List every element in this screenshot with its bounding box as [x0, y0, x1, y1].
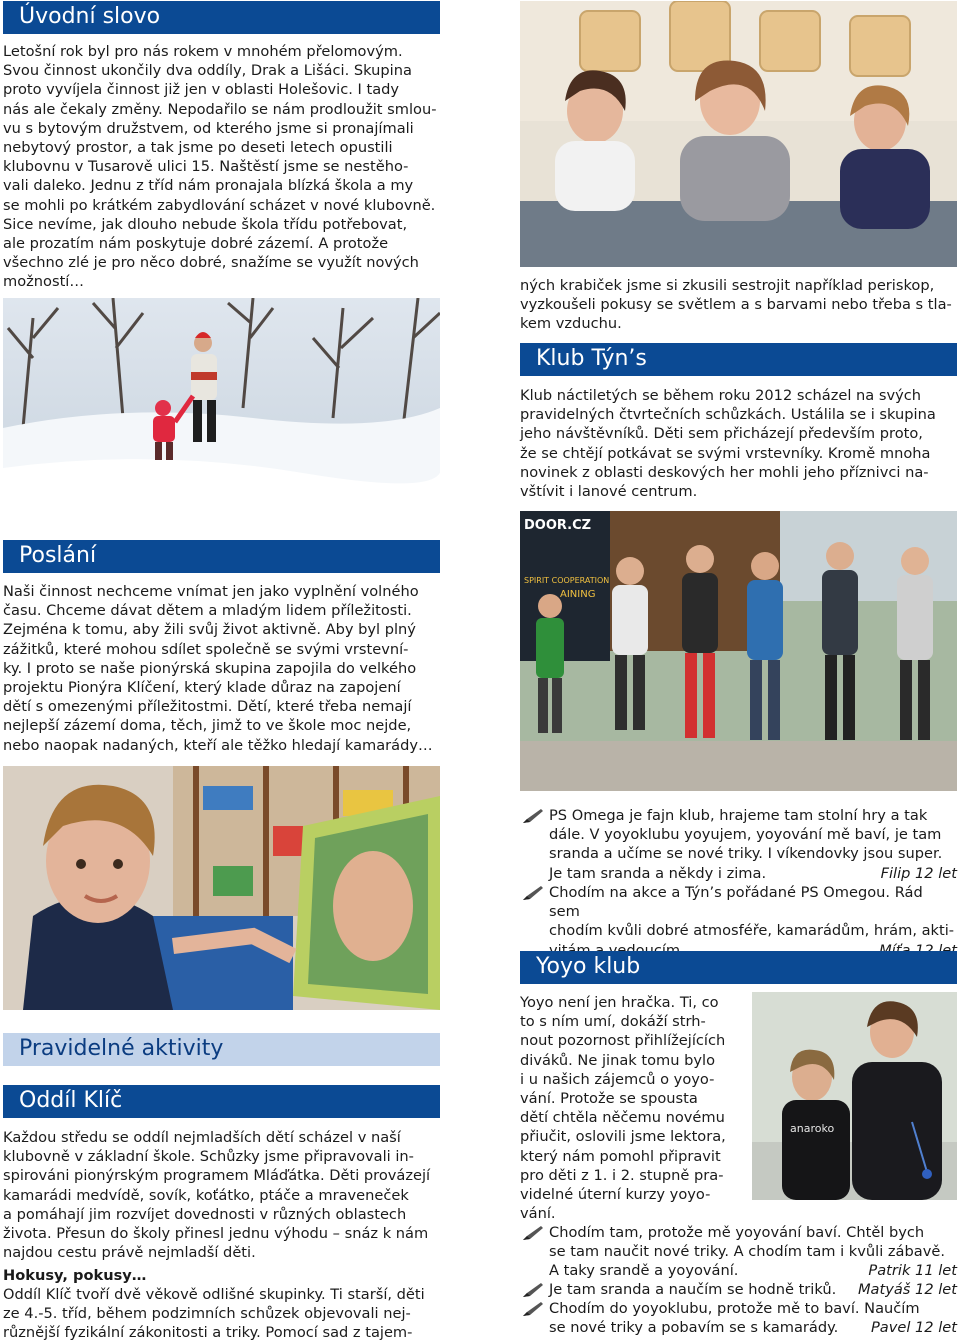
quote-author: Pavel 12 let: [870, 1319, 957, 1337]
yoyo-text: Yoyo není jen hračka. Ti, co to s ním umí, dokáží strh- nout pozornost přihlížejících diváků. Ne jinak tomu bylo i u našich zájemců o yoyo- vání. Protože se spousta dětí chtěla něčemu novému přiučit, oslovili jsme lektora, který nám pomohl připravit pro děti z 1. i 2. stupně pra- videlné úterní kurzy yoyo- vání.: [520, 994, 726, 1223]
photo-winter-walk: [3, 298, 440, 515]
pen-icon: [521, 1281, 545, 1299]
quote-text: Je tam sranda a naučím se hodně triků.: [549, 1281, 837, 1298]
heading-mission: Poslání: [3, 540, 440, 573]
mission-text: Naši činnost nechceme vnímat jen jako vyplnění volného času. Chceme dávat dětem a mladým lidem příležitosti. Zejména k tomu, aby žili svůj život aktivně. Aby byl plný zážitků, které mohou sdílet společně se svými vrstevní- ky. I proto se naše pionýrská skupina zapojila do velkého projektu Pionýra Klíčení, který klade důraz na zapojení dětí s omezenými příležitostmi. Dětí, které třeba nemají nejlepší zázemí doma, těch, jimž to ve škole moc nejde, nebo naopak nadaných, kteří ale těžko hledají kamarády…: [3, 583, 433, 754]
quote-text: Chodím na akce a Týn’s pořádané PS Omegou. Rád sem chodím kvůli dobré atmosféře, kamarádům, hrám, akti-: [549, 884, 955, 940]
klic-text: Každou středu se oddíl nejmladších dětí scházel v naší klubovně v základní škole. Schůzky jsme připravovali in- spirováni pionýrským programem Mláďátka. Děti provázejí kamarádi medvídě, sovík, koťátko, ptáče a mraveneček a pomáhají jim rozvíjet dovednosti v různých oblastech života. Přesun do školy přinesl jednu výhodu – snáz k nám najdou cestu právě nejmladší děti.: [3, 1129, 431, 1262]
quote-text: Chodím tam, protože mě yoyování baví. Chtěl bych se tam naučit nové triky. A chodím tam i kvůli zábavě. A taky srandě a yoyování.: [549, 1224, 945, 1280]
heading-yoyo: Yoyo klub: [520, 951, 957, 984]
heading-regular-activities: Pravidelné aktivity: [3, 1033, 440, 1066]
quote-author: Matyáš 12 let: [857, 1281, 957, 1298]
pen-icon: [521, 1224, 545, 1242]
quote-pavel: [549, 1299, 957, 1337]
quote-patrik: [549, 1223, 957, 1281]
quote-author: Filip 12 let: [880, 864, 957, 882]
quote-mita: [549, 883, 957, 960]
sign-text-2: SPIRIT COOPERATION: [524, 576, 610, 585]
quote-text: PS Omega je fajn klub, hrajeme tam stolní hry a tak dále. V yoyoklubu yoyujem, yoyování mě baví, je tam sranda a učíme se nové triky. I víkendovky jsou super. Je tam sranda a někdy i zima.: [549, 807, 943, 882]
sign-text-3: AINING: [560, 589, 596, 600]
quote-matyas: [549, 1280, 957, 1299]
intro-text: Letošní rok byl pro nás rokem v mnohém přelomovým. Svou činnost ukončily dva oddíly, Drak a Lišáci. Skupina proto vyvíjela činnost již jen v oblasti Holešovic. I tady nás ale čekaly změny. Nepodařilo se nám prodloužit smlou- vu s bytovým družstvem, od kterého jsme si pronajímali nebytový prostor, a tak jsme po deseti letech opustili klubovnu v Tusarově ulici 15. Naštěstí jsme se nestěho- vali daleko. Jednu z tříd nám pronajala blízká škola a my se mohli po krátkém zabydlování scházet v nové klubovně. Sice nevíme, jak dlouho nebude škola třídu potřebovat, ale prozatím nám poskytuje dobré zázemí. A protože všechno zlé je pro něco dobré, snažíme se využít nových možností…: [3, 43, 437, 291]
svg-text:anaroko: anaroko: [790, 1122, 835, 1135]
photo-girls-sitting: [520, 1, 957, 267]
pen-icon: [521, 884, 545, 902]
pen-icon: [521, 807, 545, 825]
klic-subtitle: Hokusy, pokusy…: [3, 1267, 147, 1284]
quote-filip: [549, 806, 957, 883]
quote-author: Patrik 11 let: [868, 1262, 957, 1280]
photo-boy-with-book: [3, 766, 440, 1010]
heading-klic: Oddíl Klíč: [3, 1085, 440, 1118]
sign-text-1: DOOR.CZ: [524, 518, 592, 533]
photo-yoyo-boys: [752, 992, 957, 1200]
heading-tyns: Klub Týn’s: [520, 343, 957, 376]
klic-continuation-text: ných krabiček jsme si zkusili sestrojit například periskop, vyzkoušeli pokusy se světlem a s barvami nebo třeba s tla- kem vzduchu.: [520, 277, 952, 333]
tyns-text: Klub náctiletých se během roku 2012 scházel na svých pravidelných čtvrtečních schůzkách. Ustálila se i skupina jeho návštěvníků. Děti sem přicházejí především proto, že se chtějí potkávat se svými vrstevníky. Kromě mnoha novinek z oblasti deskových her mohli jeho příznivci na- vštívit i lanové centrum.: [520, 387, 936, 501]
photo-rope-center-boys: [520, 511, 957, 791]
pen-icon: [521, 1300, 545, 1318]
quote-text: Chodím do yoyoklubu, protože mě to baví. Naučím se nové triky a pobavím se s kamarády.: [549, 1300, 920, 1337]
klic-subtext: Oddíl Klíč tvoří dvě věkově odlišné skupinky. Ti starší, děti ze 4.-5. tříd, během podzimních schůzek objevovali nej- různější fyzikální zákonitosti a triky. Pomocí sad z tajem-: [3, 1286, 425, 1342]
heading-intro: Úvodní slovo: [3, 1, 440, 34]
